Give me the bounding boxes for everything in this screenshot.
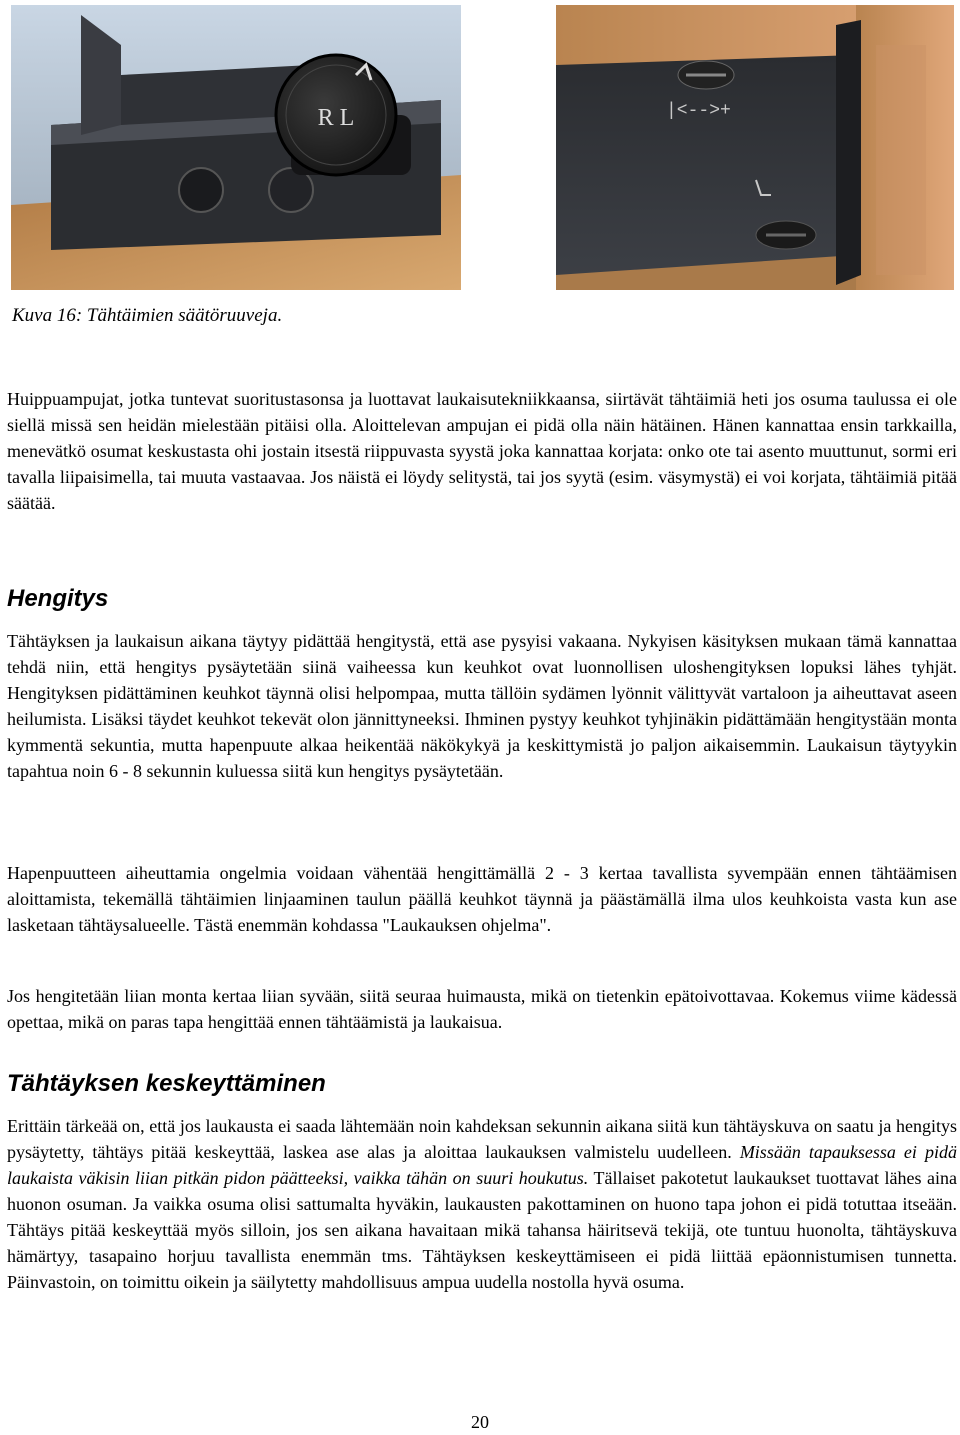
sight-screws-illustration xyxy=(556,5,954,290)
dial-label: R L xyxy=(317,105,355,131)
svg-text:|<-->+: |<-->+ xyxy=(666,101,731,121)
figure-caption: Kuva 16: Tähtäimien säätöruuveja. xyxy=(12,305,283,326)
section-heading-interrupting-aim: Tähtäyksen keskeyttäminen xyxy=(7,1070,326,1097)
emphasis-text: Missään tapauksessa ei pidä laukaista väkisin liian pitkän pidon päätteeksi, vaikka tähän on suuri houkutus. xyxy=(7,1142,957,1188)
paragraph-adjusting-sights: Huippuampujat, jotka tuntevat suoritustasonsa ja luottavat laukaisutekniikkaansa, siirtävät tähtäimiä heti jos osuma taulussa ei ole siellä missä sen heidän mielestään pitäisi olla. Aloittelevan ampujan ei pidä olla näin hätäinen. Hänen kannattaa ensin tarkkailla, menevätkö osumat keskustasta ohi jostain itsestä riippuvasta syystä joka kannattaa korjata: onko ote tai asento muuttunut, sormi eri tavalla liipaisimella, tai muuta vastaavaa. Jos näistä ei löydy selitystä, tai jos syytä (esim. väsymystä) ei voi korjata, tähtäimiä pitää säätää. xyxy=(7,389,957,513)
sight-photo-left xyxy=(11,5,461,290)
paragraph-hyperventilation: Jos hengitetään liian monta kertaa liian syvään, siitä seuraa huimausta, mikä on tietenkin epätoivottavaa. Kokemus viime kädessä opettaa, mikä on paras tapa hengittää ennen tähtäämistä ja laukaisua. xyxy=(7,986,957,1032)
page-number: 20 xyxy=(471,1412,489,1432)
paragraph-interrupting-aim xyxy=(7,1113,957,1295)
paragraph-breathing: Tähtäyksen ja laukaisun aikana täytyy pidättää hengitystä, että ase pysyisi vakaana. Nykyisen käsityksen mukaan tämä kannattaa tehdä niin, että hengitys pysäytetään siinä vaiheessa kun keuhkot ovat luonnollisen uloshengityksen lopuksi lähes tyhjät. Hengityksen pidättäminen keuhkot täynnä olisi helpompaa, mutta tällöin sydämen lyönnit välittyvät vartaloon ja aiheuttavat aseen heilumista. Lisäksi täydet keuhkot tekevät olon jännittyneeksi. Ihminen pystyy keuhkot tyhjinäkin pidättämään hengitystään monta kymmentä sekuntia, mutta hapenpuute alkaa heikentää näkökykyä ja keskittymistä jo paljon aikaisemmin. Laukaisun täytyykin tapahtua noin 6 - 8 sekunnin kuluessa siitä kun hengitys pysäytetään. xyxy=(7,631,957,781)
paragraph-part: Erittäin tärkeää on, että jos laukausta ei saada lähtemään noin kahdeksan sekunnin aikana siitä kun tähtäyskuva on saatu ja hengitys pysäytetty, tähtäys pitää keskeyttää, laskea ase alas ja aloittaa laukauksen valmistelu uudelleen. xyxy=(7,1116,957,1162)
paragraph-part: Tällaiset pakotetut laukaukset tuottavat lähes aina huonon osuman. Ja vaikka osuma olisi sattumalta hyväkin, laukausten pakottaminen on huono tapa johon ei pidä totuttaa itseään. Tähtäys pitää keskeyttää myös silloin, jos sen aikana havaitaan mikä tahansa häiritsevä tekijä, ote tuntuu huonolta, tähtäyskuva hämärtyy, tasapaino horjuu tavallista enemmän tms. Tähtäyksen keskeyttämiseen ei pidä liittää epäonnistumisen tunnetta. Päinvastoin, on toimittu oikein ja säilytetty mahdollisuus ampua uudella nostolla hyvä osuma. xyxy=(7,1168,957,1292)
section-heading-breathing: Hengitys xyxy=(7,585,109,612)
sight-dial-illustration xyxy=(11,5,461,290)
paragraph-oxygen: Hapenpuutteen aiheuttamia ongelmia voidaan vähentää hengittämällä 2 - 3 kertaa tavallista syvempään ennen tähtäämisen aloittamista, tekemällä tähtäimien linjaaminen taulun päällä keuhkot täynnä ja päästämällä ilma ulos keuhkoista vasta kun ase lasketaan tähtäysalueelle. Tästä enemmän kohdassa "Laukauksen ohjelma". xyxy=(7,863,957,935)
sight-photo-right xyxy=(556,5,954,290)
